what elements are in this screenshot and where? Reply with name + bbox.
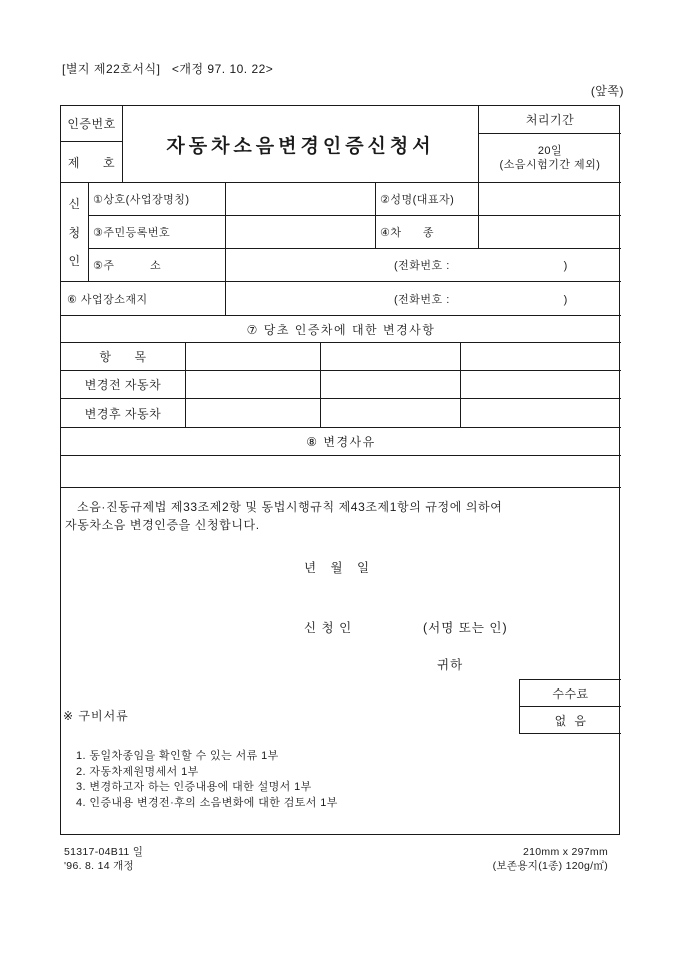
paper-spec: (보존용지(1종) 120g/㎡) <box>492 860 608 872</box>
revision-date: '96. 8. 14 개정 <box>64 860 134 872</box>
doc-code: 51317-04B11 일 <box>64 846 144 858</box>
attachment-item: 1. 동일차종임을 확인할 수 있는 서류 1부 <box>76 750 279 762</box>
vehicle-type-input <box>479 216 621 249</box>
before-change-col2 <box>321 371 461 399</box>
processing-note: (소음시험기간 제외) <box>499 159 601 171</box>
declaration-line1: 소음·진동규제법 제33조제2항 및 동법시행규칙 제43조제1항의 규정에 의하여 <box>77 500 503 514</box>
footer-right <box>493 845 608 873</box>
before-change-col3 <box>461 371 621 399</box>
resident-id-input <box>226 216 376 249</box>
after-change-col3 <box>461 399 621 428</box>
address-input <box>226 249 621 282</box>
form-code-note: [별지 제22호서식] <개정 97. 10. 22> <box>62 62 274 76</box>
company-name-input <box>226 183 376 216</box>
form-title: 자동차소음변경인증신청서 <box>123 106 479 183</box>
business-location-input <box>226 282 621 316</box>
after-change-label: 변경후 자동차 <box>61 399 186 428</box>
before-change-col1 <box>186 371 321 399</box>
after-change-col2 <box>321 399 461 428</box>
sign-note: (서명 또는 인) <box>423 621 508 635</box>
after-change-col1 <box>186 399 321 428</box>
company-name-label: ①상호(사업장명칭) <box>89 183 226 216</box>
reason-section-title: ⑧ 변경사유 <box>61 428 621 456</box>
representative-name-label: ②성명(대표자) <box>376 183 479 216</box>
business-phone-label: (전화번호 : ) <box>394 293 568 306</box>
attachments-list <box>76 749 616 811</box>
applicant-vertical-label: 신 청 인 <box>61 183 89 282</box>
before-change-label: 변경전 자동차 <box>61 371 186 399</box>
reason-input <box>61 456 621 488</box>
attachment-item: 3. 변경하고자 하는 인증내용에 대한 설명서 1부 <box>76 781 312 793</box>
address-label: ⑤주 소 <box>89 249 226 282</box>
address-phone-label: (전화번호 : ) <box>394 260 568 272</box>
paper-size: 210mm x 297mm <box>522 846 608 858</box>
cert-no-value: 제 호 <box>61 142 123 183</box>
processing-period-value <box>479 134 621 183</box>
change-section-title: ⑦ 당초 인증차에 대한 변경사항 <box>61 316 621 343</box>
date-line: 년 월 일 <box>304 561 371 575</box>
fee-label: 수수료 <box>519 679 621 707</box>
resident-id-label: ③주민등록번호 <box>89 216 226 249</box>
recipient: 귀하 <box>437 658 464 672</box>
change-item-header: 항 목 <box>61 343 186 371</box>
fee-value: 없 음 <box>519 707 621 734</box>
attachments-title: ※ 구비서류 <box>63 709 129 723</box>
vehicle-type-label: ④차 종 <box>376 216 479 249</box>
attachment-item: 4. 인증내용 변경전·후의 소음변화에 대한 검토서 1부 <box>76 796 338 809</box>
change-item-col2 <box>321 343 461 371</box>
declaration <box>65 498 615 534</box>
footer-left <box>64 845 143 873</box>
change-item-col3 <box>461 343 621 371</box>
processing-period-label: 처리기간 <box>479 106 621 134</box>
declaration-line2: 자동차소음 변경인증을 신청합니다. <box>65 518 260 532</box>
representative-name-input <box>479 183 621 216</box>
cert-no-label: 인증번호 <box>61 106 123 142</box>
application-form <box>60 105 620 835</box>
page-side-note: (앞쪽) <box>590 84 624 98</box>
business-location-label: ⑥ 사업장소재지 <box>61 282 226 316</box>
processing-days: 20일 <box>537 145 563 157</box>
attachment-item: 2. 자동차제원명세서 1부 <box>76 765 199 778</box>
change-item-col1 <box>186 343 321 371</box>
applicant-sign-label: 신 청 인 <box>304 621 353 635</box>
